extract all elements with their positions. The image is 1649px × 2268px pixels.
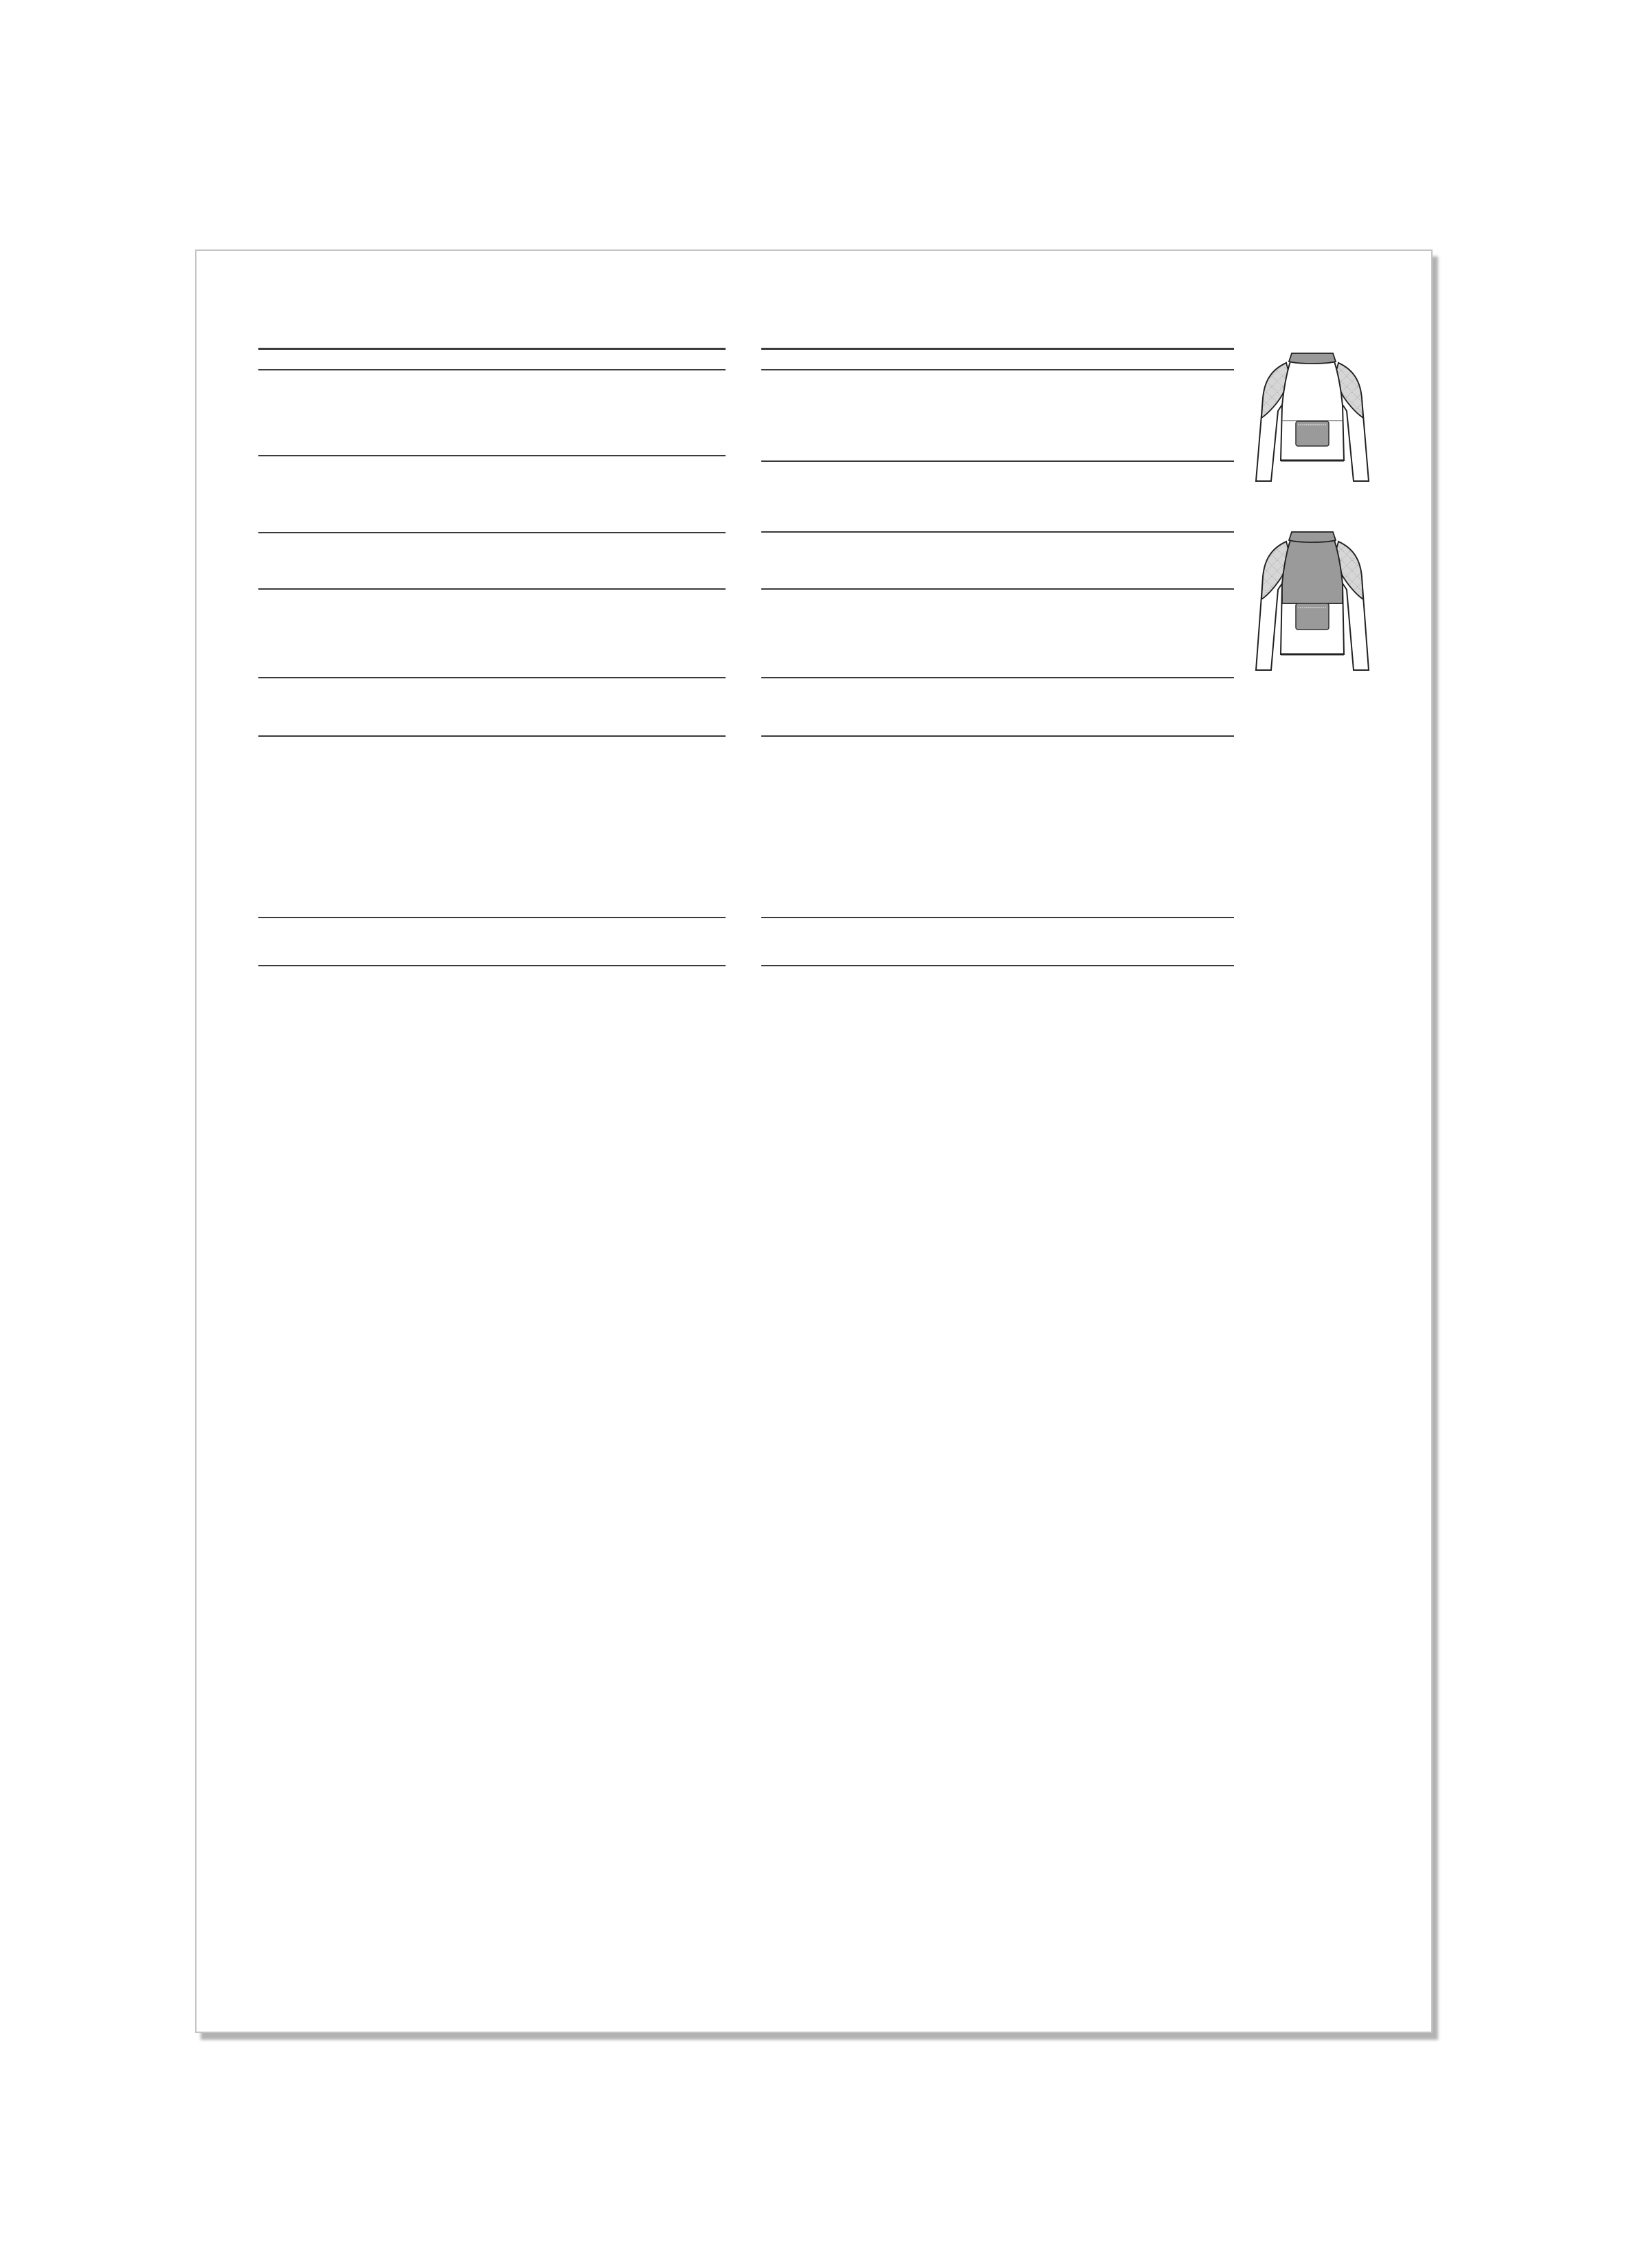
divider bbox=[761, 588, 1234, 590]
divider bbox=[258, 677, 726, 678]
divider bbox=[761, 369, 1234, 370]
divider bbox=[258, 455, 726, 456]
divider bbox=[258, 532, 726, 533]
jacket-b-illustration bbox=[1250, 522, 1374, 680]
divider bbox=[258, 917, 726, 918]
divider bbox=[761, 531, 1234, 533]
divider bbox=[258, 588, 726, 590]
jacket-a-illustration bbox=[1250, 344, 1374, 491]
divider bbox=[761, 735, 1234, 737]
divider bbox=[258, 369, 726, 370]
divider bbox=[761, 917, 1234, 918]
divider bbox=[761, 965, 1234, 966]
pattern-back-page bbox=[195, 249, 1433, 2033]
divider bbox=[761, 460, 1234, 462]
title-rule bbox=[258, 348, 726, 350]
divider bbox=[258, 965, 726, 966]
divider bbox=[761, 677, 1234, 678]
title-rule bbox=[761, 348, 1234, 350]
divider bbox=[258, 735, 726, 737]
